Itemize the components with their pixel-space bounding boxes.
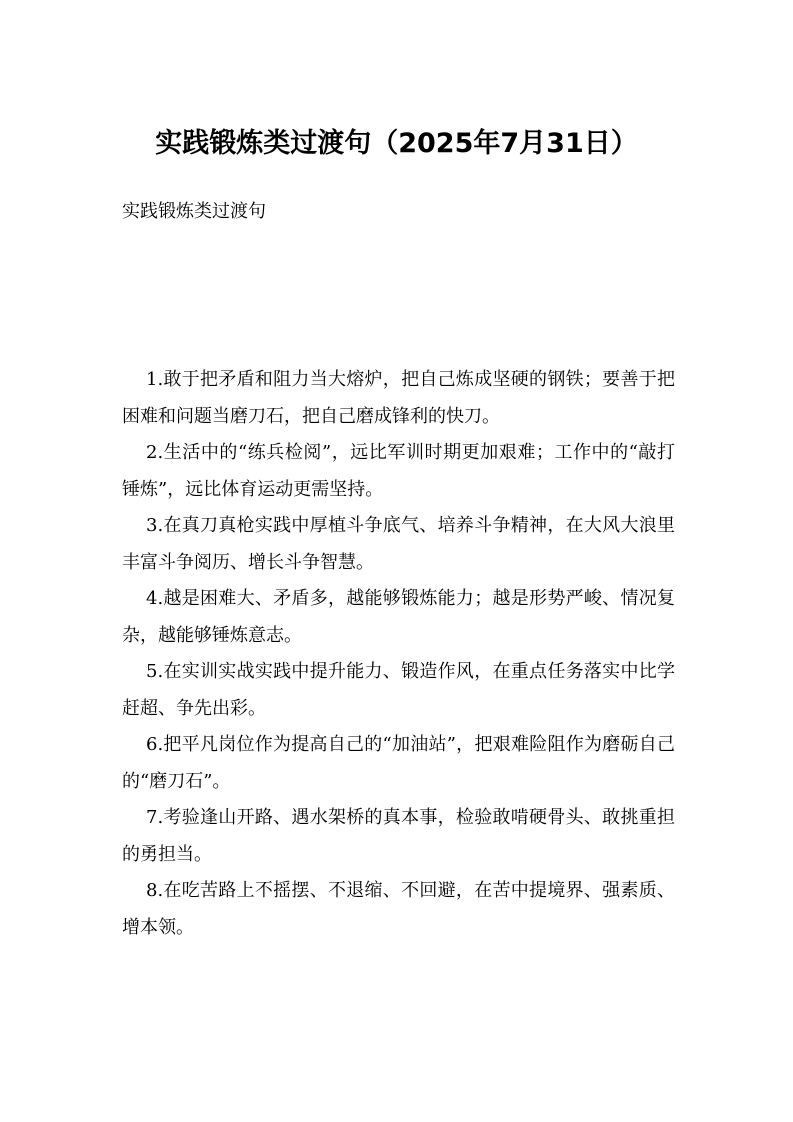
list-item: 1.敢于把矛盾和阻力当大熔炉，把自己炼成坚硬的钢铁；要善于把困难和问题当磨刀石，把自己磨成锋利的快刀。 bbox=[122, 369, 675, 427]
list-item: 7.考验逢山开路、遇水架桥的真本事，检验敢啃硬骨头、敢挑重担的勇担当。 bbox=[122, 807, 675, 865]
list-item: 4.越是困难大、矛盾多，越能够锻炼能力；越是形势严峻、情况复杂，越能够锤炼意志。 bbox=[122, 588, 675, 646]
list-item: 5.在实训实战实践中提升能力、锻造作风，在重点任务落实中比学赶超、争先出彩。 bbox=[122, 661, 675, 719]
document-title: 实践锻炼类过渡句（2025年7月31日） bbox=[155, 128, 638, 159]
document-subtitle: 实践锻炼类过渡句 bbox=[122, 201, 266, 222]
list-item: 3.在真刀真枪实践中厚植斗争底气、培养斗争精神，在大风大浪里丰富斗争阅历、增长斗争智慧。 bbox=[122, 515, 675, 573]
sentence-list bbox=[122, 362, 675, 946]
list-item: 6.把平凡岗位作为提高自己的“加油站”，把艰难险阻作为磨砺自己的“磨刀石”。 bbox=[122, 734, 675, 792]
list-item: 2.生活中的“练兵检阅”，远比军训时期更加艰难；工作中的“敲打锤炼”，远比体育运动更需坚持。 bbox=[122, 442, 675, 500]
list-item: 8.在吃苦路上不摇摆、不退缩、不回避，在苦中提境界、强素质、增本领。 bbox=[122, 880, 675, 938]
